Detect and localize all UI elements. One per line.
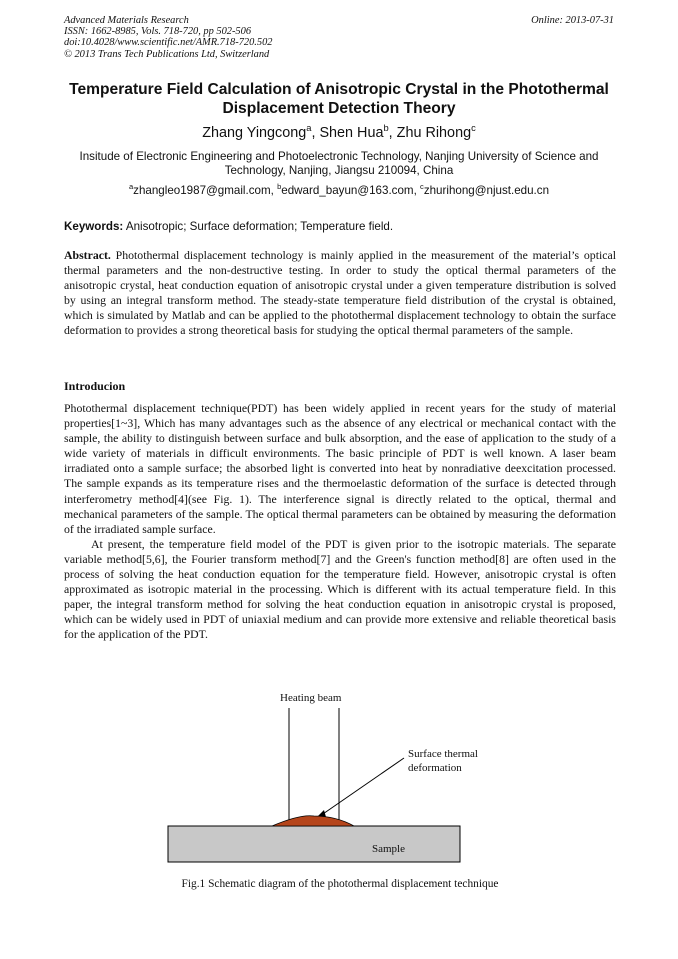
abstract: [64, 248, 616, 339]
figure-1: [0, 686, 678, 896]
author-name: Shen Hua: [319, 125, 384, 141]
author-name: Zhang Yingcong: [202, 125, 307, 141]
author-mark: b: [383, 123, 389, 134]
email-link[interactable]: zhangleo1987@gmail.com: [133, 184, 271, 197]
deformation-label-line2: deformation: [408, 762, 462, 774]
email-mark: a: [128, 182, 134, 192]
deformation-label-line1: Surface thermal: [408, 748, 478, 760]
surface-deformation-bump: [272, 816, 354, 826]
author-mark: a: [306, 123, 312, 134]
sample-block: [168, 826, 460, 862]
section-heading: Introducion: [64, 379, 126, 393]
email-separator: ,: [270, 184, 278, 197]
abstract-label: Abstract.: [64, 248, 111, 262]
author-name: Zhu Rihong: [396, 125, 472, 141]
author-separator: ,: [311, 125, 320, 141]
journal-header: [64, 15, 524, 60]
keywords-label: Keywords:: [64, 220, 124, 233]
online-date: Online: 2013-07-31: [531, 15, 614, 26]
email-link[interactable]: edward_bayun@163.com: [281, 184, 414, 197]
email-separator: ,: [413, 184, 421, 197]
paragraph: At present, the temperature field model of the PDT is given prior to the isotropic materials. The separate variable method[5,6], the Fourier transform method[7] and the Green's function method[8] are often used in the process of solving the heat conduction equation for the temperature field. However, anisotropic crystal is often approximated as isotropic material in the processing. Which is different with its actual temperature field. In this paper, the integral transform method for solving the heat conduction equation in anisotropic crystal is proposed, which can be widely used in PDT of uniaxial medium and can provide more extensive and reliable theoretical basis for the application of the PDT.: [64, 536, 616, 642]
email-mark: c: [420, 182, 424, 192]
author-separator: ,: [388, 125, 397, 141]
issn-line: ISSN: 1662-8985, Vols. 718-720, pp 502-506: [64, 26, 252, 38]
author-list: [56, 124, 622, 142]
abstract-text: Photothermal displacement technology is mainly applied in the measurement of the material’s optical thermal parameters and the non-destructive testing. In order to study the optical thermal parameters of the anisotropic crystal, heat conduction equation of anisotropic crystal under a given temperature distribution is solved by using an integral transform method. The steady-state temperature field distribution of the crystal is obtained, which is simulated by Matlab and can be applied to the photothermal displacement technology to obtain the surface deformation to provides a strong theoretical basis for studying the optical thermal parameters of the sample.: [64, 248, 616, 338]
author-mark: c: [471, 123, 476, 134]
heating-beam-label: Heating beam: [280, 692, 342, 704]
schematic-diagram: [0, 686, 678, 876]
email-list: [56, 184, 622, 198]
email-link[interactable]: zhurihong@njust.edu.cn: [423, 184, 550, 197]
sample-label: Sample: [372, 843, 405, 855]
affiliation: Insitude of Electronic Engineering and Photoelectronic Technology, Nanjing University of Science and Technology, Nanjing, Jiangsu 210094, China: [79, 150, 599, 178]
annotation-arrow-line: [320, 758, 404, 816]
copyright-line: © 2013 Trans Tech Publications Ltd, Switzerland: [64, 48, 270, 60]
keywords-text: Anisotropic; Surface deformation; Temperature field.: [125, 220, 394, 233]
figure-caption: Fig.1 Schematic diagram of the photothermal displacement technique: [181, 878, 499, 890]
keywords: [64, 220, 616, 234]
doi-line: doi:10.4028/www.scientific.net/AMR.718-720.502: [64, 37, 273, 49]
paragraph: Photothermal displacement technique(PDT) has been widely applied in recent years for the study of material properties[1~3], Which has many advantages such as the absence of any electrical or mechanical contact with the sample, the ability to distinguish between surface and bulk absorption, and the ease of application to the study of a wide variety of materials in difficult environments. The basic principle of PDT is well known. A laser beam irradiated onto a sample surface; the absorbed light is converted into heat by nonradiative deexcitation processed. The sample expands as its temperature rises and the thermoelastic deformation of the surface is detected through interferometry method[4](see Fig. 1). The interference signal is directly related to the optical, thermal and mechanical parameters of the sample. The optical thermal parameters can be obtained by measuring the deformation of the irradiated sample surface.: [64, 401, 616, 536]
introduction-body: [64, 401, 616, 643]
email-mark: b: [277, 182, 282, 192]
paper-title: Temperature Field Calculation of Anisotropic Crystal in the Photothermal Displacement Detection Theory: [69, 81, 609, 117]
journal-name: Advanced Materials Research: [64, 15, 189, 26]
